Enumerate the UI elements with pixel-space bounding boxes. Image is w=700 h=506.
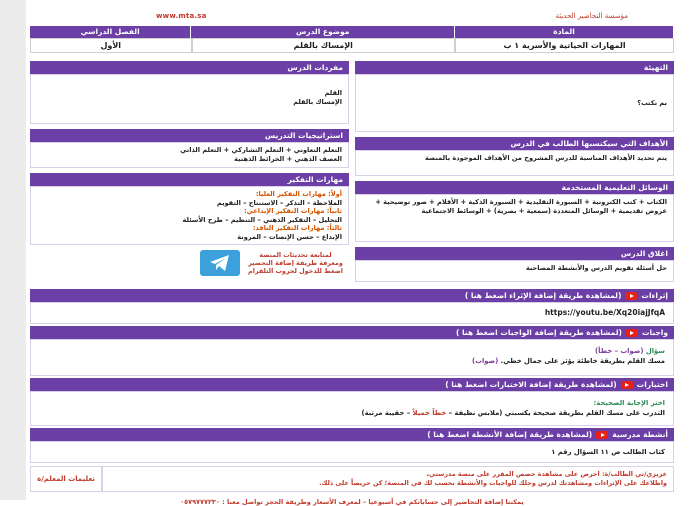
objectives-box	[355, 137, 674, 176]
youtube-icon[interactable]	[625, 292, 637, 300]
thinking-line-2: التحليل – التفكير الذهني – التنظيم – طرح الأسئلة	[182, 215, 342, 224]
activities-link[interactable]: (لمشاهدة طريقة إضافة الأنشطة اضغط هنا )	[427, 430, 593, 439]
right-column	[355, 61, 674, 287]
label-topic: موضوع الدرس	[191, 26, 455, 38]
activities-section	[30, 428, 674, 463]
vocab-box	[30, 61, 349, 124]
homework-body	[30, 339, 674, 376]
thinking-heading-3: ثالثاً: مهارات التفكير الناقد:	[252, 224, 342, 232]
homework-q-text: مسك القلم بطريقة خاطئة يؤثر على جمال خطي.	[500, 357, 665, 365]
value-topic: الإمساك بالقلم	[192, 38, 456, 53]
teacher-notes-body	[102, 466, 674, 492]
vocab-line-2: الإمساك بالقلم	[293, 98, 342, 106]
closing-text: حل أسئلة تقويم الدرس والأنشطة المصاحبة	[355, 260, 674, 282]
tests-header	[30, 378, 674, 391]
strategies-line-1: التعلم التعاوني + التعلم التشاركي + التعلم الذاتي	[180, 146, 342, 154]
homework-section	[30, 326, 674, 376]
homework-question	[39, 356, 665, 366]
header-labels	[30, 26, 674, 38]
aids-text: الكتاب + كتب الكترونية + السبورة التقليدية + السبورة الذكية + الأقلام + صور توضيحية + عروض تقديمية + الوسائل المتعددة (سمعية + بصرية) + الوسائط الاجتماعية	[355, 194, 674, 242]
thinking-box	[30, 173, 349, 245]
vocab-body	[30, 74, 349, 124]
homework-q-answer: (صواب)	[472, 357, 499, 365]
top-line	[30, 8, 674, 24]
youtube-icon[interactable]	[626, 329, 638, 337]
enrichment-title: إثراءات	[641, 291, 668, 300]
enrichment-section	[30, 289, 674, 324]
enrichment-link[interactable]: (لمشاهدة طريقة إضافة الإثراء اضغط هنا )	[464, 291, 622, 300]
tests-q-correct: خطاً جميلاً	[412, 409, 447, 417]
left-column	[30, 61, 349, 287]
youtube-icon[interactable]	[596, 431, 608, 439]
homework-question-label	[39, 346, 665, 356]
tests-q-text: التدرب على مسك القلم بطريقة صحيحة يكسبني (ملابس نظيفة –	[446, 409, 665, 417]
teacher-notes-line-1: عزيزي/تي الطالب/ة: احرص على مشاهدة حصص المقرر على منصة مدرستي،	[426, 470, 667, 478]
promo-line-2: ومعرفة طريقة إضافة التحضير	[248, 259, 343, 267]
label-semester: الفصل الدراسي	[30, 26, 191, 38]
homework-link[interactable]: (لمشاهدة طريقة إضافة الواجبات اضغط هنا )	[455, 328, 622, 337]
closing-box	[355, 247, 674, 282]
strategies-line-2: العصف الذهني + الخرائط الذهنية	[234, 155, 342, 163]
thinking-heading-1: أولاً: مهارات التفكير العليا:	[255, 190, 342, 198]
tests-q-rest: – حقيبة مرتبة)	[361, 409, 413, 417]
homework-q-options: (صواب – خطأ)	[595, 347, 644, 355]
promo-line-3: اضغط للدخول لجروب التلقرام	[248, 267, 343, 275]
thinking-line-1: الملاحظة – التذكر – الاستنتاج – التقويم	[216, 198, 342, 207]
aids-box	[355, 181, 674, 242]
header-values	[30, 38, 674, 53]
aids-title: الوسائل التعليمية المستخدمة	[355, 181, 674, 194]
activities-text: كتاب الطالب ص ١١ السؤال رقم ١	[30, 441, 674, 463]
promo-line-1: لمتابعة تحديثات المنصة	[259, 251, 332, 259]
homework-title: واجبات	[641, 328, 668, 337]
tests-question	[39, 408, 665, 418]
homework-header	[30, 326, 674, 339]
strategies-box	[30, 129, 349, 168]
enrichment-header	[30, 289, 674, 302]
intro-text: بم نكتب؟	[355, 74, 674, 132]
footer-contact: يمكننا إضافة التحاضير إلى حساباتكم في أسبوعيا – لمعرف الأسعار وطريقة الحجز تواصل معنا : ٠٥٧٩٧٧٧٢٣٠	[180, 498, 524, 506]
objectives-text: يتم تحديد الأهداف المناسبة للدرس المشروح من الأهداف الموجودة بالمنصة	[355, 150, 674, 176]
left-margin-bar	[0, 0, 26, 500]
organization-name: مؤسسة التحاضير الحديثة	[555, 12, 628, 20]
activities-header	[30, 428, 674, 441]
strategies-title: استراتيجيات التدريس	[30, 129, 349, 142]
vocab-title: مفردات الدرس	[30, 61, 349, 74]
site-url[interactable]: www.mta.sa	[156, 12, 207, 20]
tests-body	[30, 391, 674, 426]
objectives-title: الأهداف التي سيكتسبها الطالب في الدرس	[355, 137, 674, 150]
thinking-line-3: الإبداع – حسن الإنصات – المرونة	[237, 232, 342, 241]
value-subject: المهارات الحياتية والأسرية ١ ب	[455, 38, 674, 53]
telegram-promo-text	[248, 251, 343, 275]
youtube-icon[interactable]	[621, 381, 633, 389]
teacher-notes-line-2: واطلاعك على الإثراءات ومشاهدتك لدرس وحلك للواجبات والأنشطة بحسب لك في المنصة؛ كن حريصاً على ذلك.	[319, 479, 667, 487]
closing-title: اغلاق الدرس	[355, 247, 674, 260]
tests-section	[30, 378, 674, 426]
two-columns	[30, 61, 674, 287]
thinking-heading-2: ثانياً: مهارات التفكير الإبداعي:	[243, 207, 342, 215]
telegram-promo[interactable]	[30, 250, 349, 276]
thinking-body	[30, 186, 349, 245]
label-subject: المادة	[455, 26, 674, 38]
enrichment-url[interactable]: https://youtu.be/Xq20iajJfqA	[30, 302, 674, 324]
tests-question-label: اختر الإجابة الصحيحة:	[593, 399, 665, 407]
lesson-sheet	[30, 8, 674, 506]
teacher-notes-label: تعليمات المعلم/ة	[30, 466, 102, 492]
tests-link[interactable]: (لمشاهدة طريقة إضافة الاختبارات اضغط هنا )	[445, 380, 617, 389]
vocab-line-1: القلم	[324, 89, 342, 97]
strategies-body	[30, 142, 349, 168]
activities-title: أنشطة مدرسية	[612, 430, 668, 439]
intro-box	[355, 61, 674, 132]
thinking-title: مهارات التفكير	[30, 173, 349, 186]
intro-title: التهيئة	[355, 61, 674, 74]
tests-title: اختبارات	[636, 380, 668, 389]
telegram-icon[interactable]	[200, 250, 240, 276]
teacher-notes	[30, 466, 674, 492]
homework-q-label: سؤال	[645, 347, 665, 355]
value-semester: الأول	[30, 38, 192, 53]
